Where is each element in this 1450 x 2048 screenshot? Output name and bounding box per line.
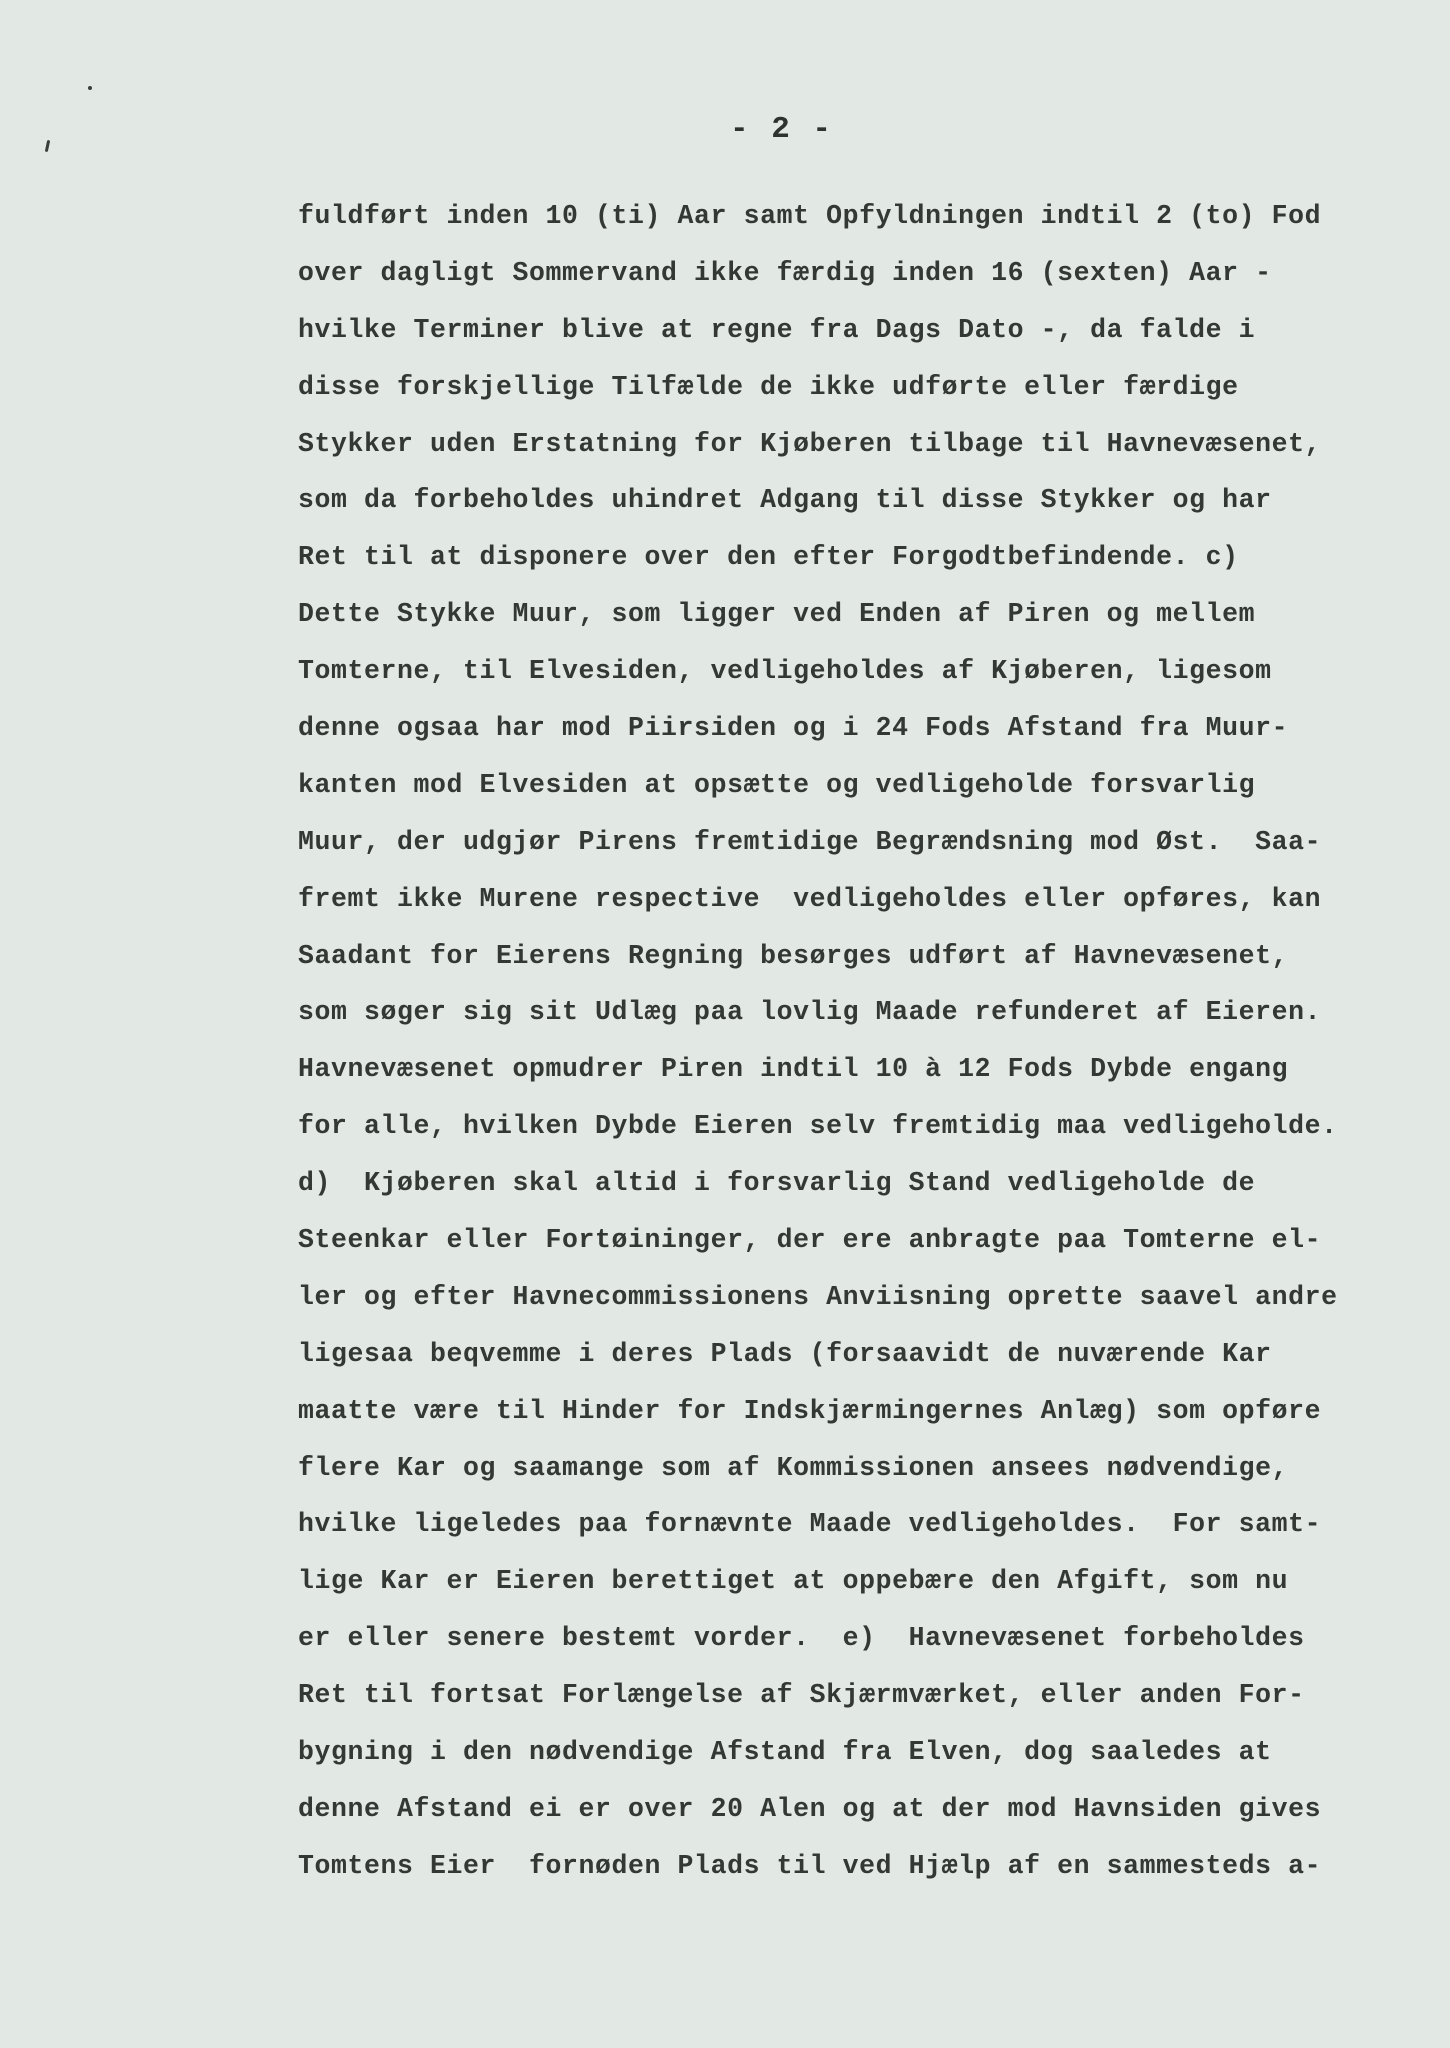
text-line: lige Kar er Eieren berettiget at oppebære den Afgift, som nu <box>298 1566 1289 1597</box>
text-line: ler og efter Havnecommissionens Anviisning oprette saavel andre <box>298 1281 1338 1312</box>
text-line: denne Afstand ei er over 20 Alen og at der mod Havnsiden gives <box>298 1793 1322 1824</box>
text-line: er eller senere bestemt vorder. e) Havnevæsenet forbeholdes <box>298 1623 1305 1654</box>
text-line: Ret til at disponere over den efter Forgodtbefindende. c) <box>298 542 1239 573</box>
text-line: hvilke Terminer blive at regne fra Dags Dato -, da falde i <box>298 314 1256 345</box>
text-line: denne ogsaa har mod Piirsiden og i 24 Fods Afstand fra Muur- <box>298 713 1289 744</box>
text-line: for alle, hvilken Dybde Eieren selv fremtidig maa vedligeholde. <box>298 1111 1338 1142</box>
ink-speck <box>88 86 92 90</box>
text-line: Tomterne, til Elvesiden, vedligeholdes af Kjøberen, ligesom <box>298 656 1272 687</box>
text-line: kanten mod Elvesiden at opsætte og vedligeholde forsvarlig <box>298 769 1256 800</box>
text-line: disse forskjellige Tilfælde de ikke udførte eller færdige <box>298 371 1239 402</box>
body-text <box>298 196 1418 1903</box>
text-line: bygning i den nødvendige Afstand fra Elven, dog saaledes at <box>298 1737 1272 1768</box>
page-number: - 2 - <box>730 112 834 147</box>
text-line: Dette Stykke Muur, som ligger ved Enden af Piren og mellem <box>298 599 1256 630</box>
text-line: Stykker uden Erstatning for Kjøberen tilbage til Havnevæsenet, <box>298 428 1322 459</box>
ink-mark <box>45 140 50 152</box>
text-line: Havnevæsenet opmudrer Piren indtil 10 à 12 Fods Dybde engang <box>298 1054 1289 1085</box>
text-line: ligesaa beqvemme i deres Plads (forsaavidt de nuværende Kar <box>298 1338 1272 1369</box>
text-line: over dagligt Sommervand ikke færdig inden 16 (sexten) Aar - <box>298 257 1272 288</box>
text-line: fremt ikke Murene respective vedligeholdes eller opføres, kan <box>298 883 1322 914</box>
text-line: som da forbeholdes uhindret Adgang til disse Stykker og har <box>298 485 1272 516</box>
text-line: maatte være til Hinder for Indskjærmingernes Anlæg) som opføre <box>298 1395 1322 1426</box>
text-line: flere Kar og saamange som af Kommissionen ansees nødvendige, <box>298 1452 1289 1483</box>
text-line: d) Kjøberen skal altid i forsvarlig Stand vedligeholde de <box>298 1168 1256 1199</box>
text-line: Saadant for Eierens Regning besørges udført af Havnevæsenet, <box>298 940 1289 971</box>
text-line: hvilke ligeledes paa fornævnte Maade vedligeholdes. For samt- <box>298 1509 1322 1540</box>
text-line: som søger sig sit Udlæg paa lovlig Maade refunderet af Eieren. <box>298 997 1322 1028</box>
text-line: Tomtens Eier fornøden Plads til ved Hjælp af en sammesteds a- <box>298 1850 1322 1881</box>
text-line: Muur, der udgjør Pirens fremtidige Begrændsning mod Øst. Saa- <box>298 826 1322 857</box>
text-line: Steenkar eller Fortøininger, der ere anbragte paa Tomterne el- <box>298 1225 1322 1256</box>
text-line: Ret til fortsat Forlængelse af Skjærmværket, eller anden For- <box>298 1680 1305 1711</box>
text-line: fuldført inden 10 (ti) Aar samt Opfyldningen indtil 2 (to) Fod <box>298 201 1322 231</box>
